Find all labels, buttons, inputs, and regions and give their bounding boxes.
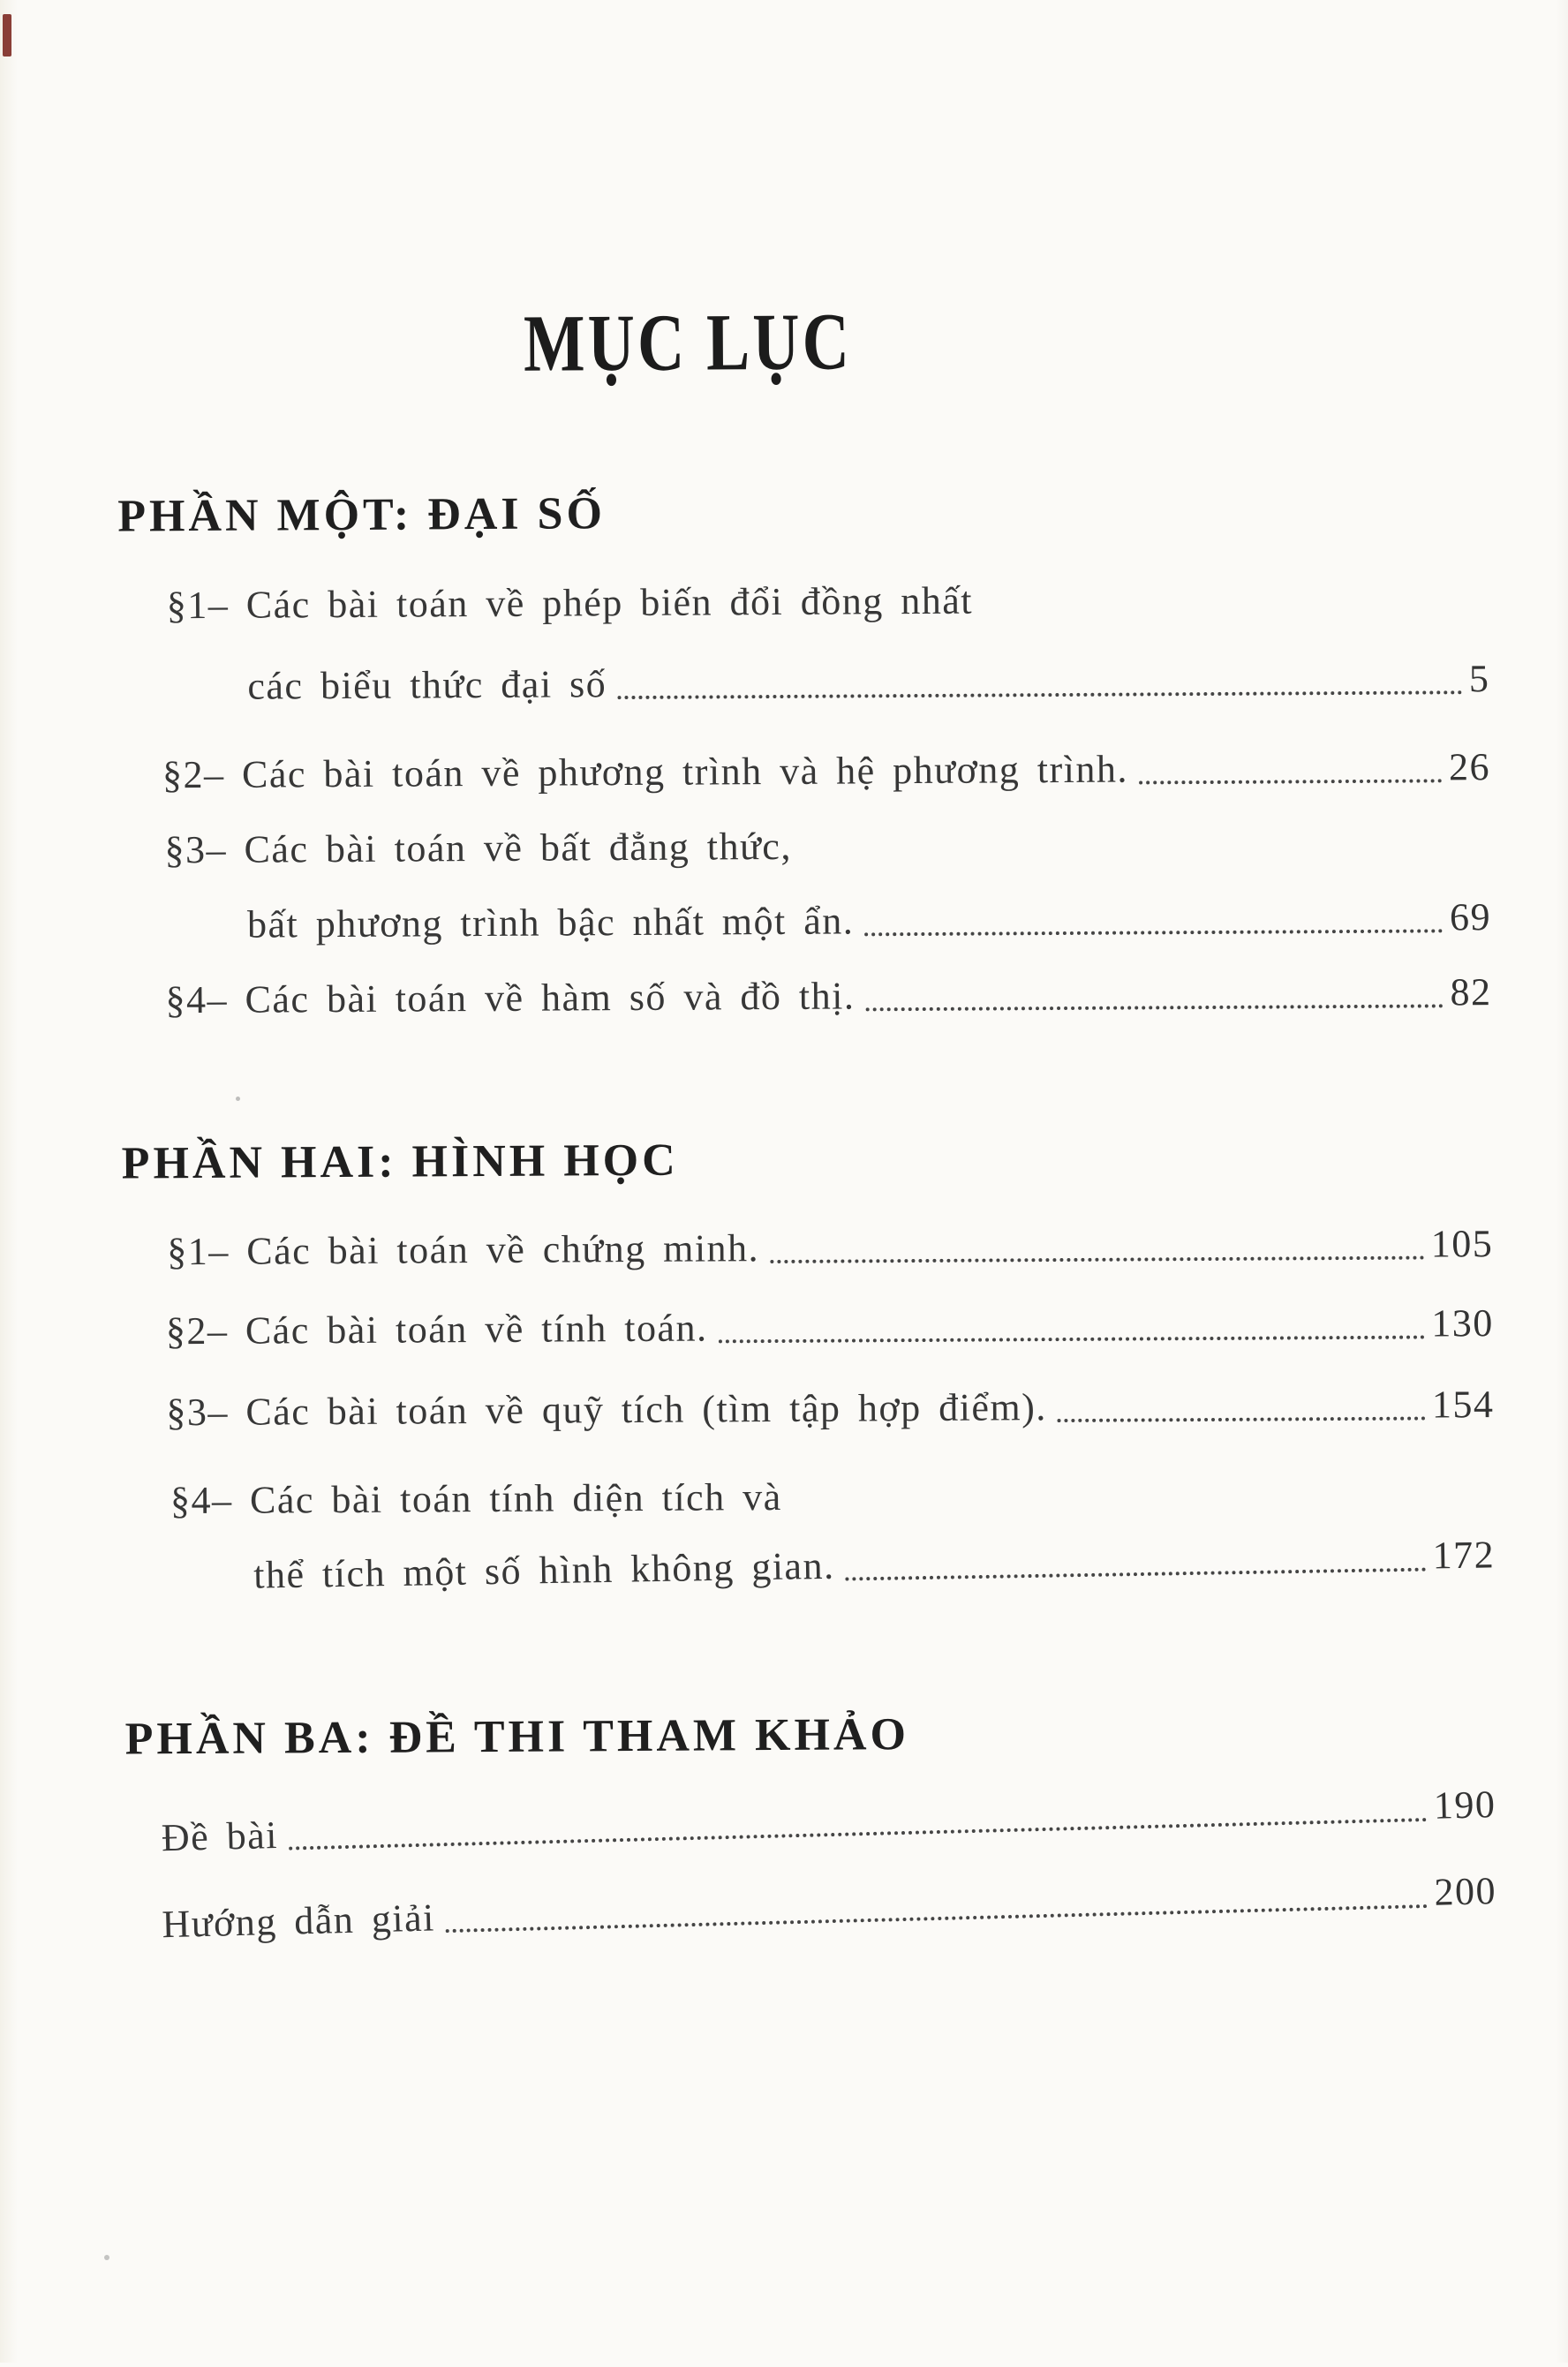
- dotted-leader: [719, 1334, 1425, 1343]
- section-heading-part-three: PHẦN BA: ĐỀ THI THAM KHẢO: [124, 1709, 910, 1765]
- section-heading-part-one: PHẦN MỘT: ĐẠI SỐ: [117, 488, 607, 542]
- page-number: 26: [1448, 745, 1491, 789]
- entry-label: §3– Các bài toán về bất đẳng thức,: [164, 824, 793, 872]
- toc-entry-row: [161, 1782, 1496, 1862]
- dotted-leader: [846, 1566, 1426, 1580]
- page-number: 200: [1433, 1869, 1497, 1914]
- entry-label: Hướng dẫn giải: [161, 1896, 436, 1947]
- toc-entry-row: [253, 1532, 1496, 1599]
- entry-label: §2– Các bài toán về phương trình và hệ phương trình.: [162, 747, 1129, 797]
- dotted-leader: [1139, 778, 1442, 784]
- entry-label: §4– Các bài toán tính diện tích và: [170, 1474, 782, 1523]
- entry-label: bất phương trình bậc nhất một ẩn.: [246, 899, 855, 946]
- dotted-leader: [865, 1003, 1443, 1011]
- section-heading-part-two: PHẦN HAI: HÌNH HỌC: [121, 1135, 679, 1189]
- entry-label: §1– Các bài toán về chứng minh.: [167, 1226, 760, 1274]
- toc-entry-row: [162, 1868, 1497, 1949]
- page-number: 190: [1433, 1783, 1496, 1828]
- toc-entry-row: [170, 1474, 782, 1525]
- toc-entry-row: [166, 1300, 1494, 1355]
- entry-label: §2– Các bài toán về tính toán.: [165, 1306, 708, 1353]
- page-number: 5: [1468, 657, 1490, 701]
- toc-entry-row: [166, 1382, 1494, 1436]
- entry-label: §4– Các bài toán về hàm số và đồ thị.: [165, 974, 856, 1022]
- page-title: MỤC LỤC: [523, 296, 853, 388]
- entry-label: thể tích một số hình không gian.: [253, 1543, 835, 1597]
- toc-entry-row: [167, 578, 974, 629]
- dotted-leader: [446, 1903, 1428, 1933]
- dotted-leader: [1058, 1415, 1425, 1422]
- toc-entry-row: [247, 656, 1489, 710]
- entry-label: Đề bài: [161, 1813, 279, 1860]
- dotted-leader: [770, 1255, 1424, 1263]
- dotted-leader: [864, 928, 1443, 936]
- page-number: 105: [1430, 1222, 1494, 1266]
- page-number: 82: [1450, 970, 1492, 1014]
- toc-entry-row: [165, 969, 1491, 1024]
- page-number: 172: [1432, 1533, 1496, 1578]
- page-number: 154: [1431, 1383, 1495, 1427]
- dotted-leader: [289, 1817, 1427, 1851]
- page-number: 69: [1449, 895, 1492, 939]
- entry-label: §3– Các bài toán về quỹ tích (tìm tập hợp điểm).: [166, 1385, 1047, 1435]
- dotted-leader: [617, 690, 1462, 699]
- toc-entry-row: [162, 744, 1490, 799]
- toc-entry-row: [247, 894, 1491, 948]
- toc-entry-row: [167, 1221, 1493, 1276]
- entry-label: các biểu thức đại số: [247, 662, 607, 708]
- page-number: 130: [1431, 1301, 1494, 1346]
- entry-label: §1– Các bài toán về phép biến đổi đồng nhất: [166, 578, 974, 628]
- toc-entry-row: [164, 824, 792, 874]
